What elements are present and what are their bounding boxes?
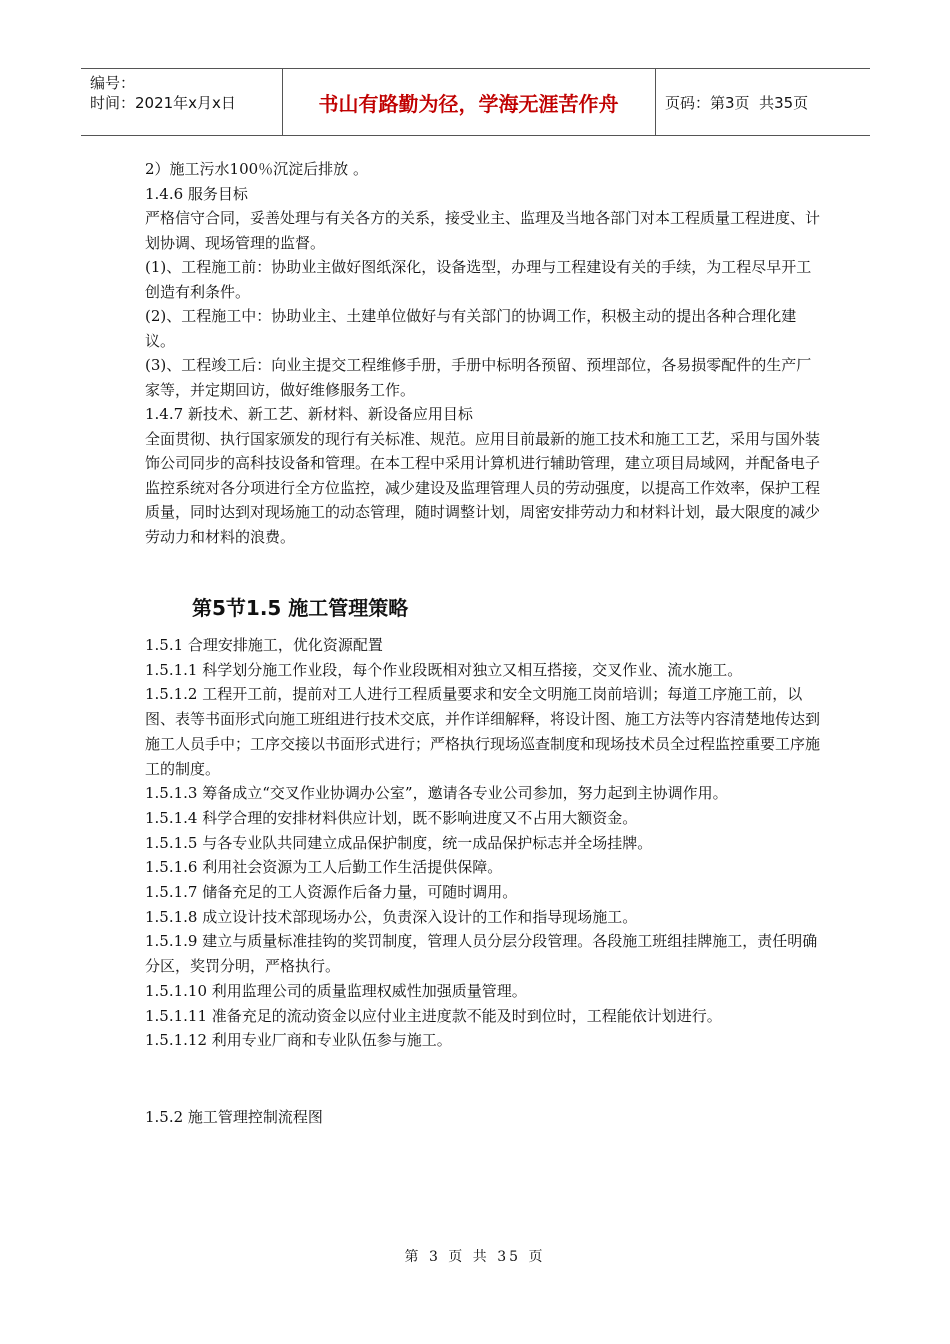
header-motto: 书山有路勤为径，学海无涯苦作舟 <box>318 91 619 116</box>
paragraph: (2)、工程施工中：协助业主、土建单位做好与有关部门的协调工作，积极主动的提出各种合理化建议。 <box>145 307 797 350</box>
header-divider <box>655 69 656 135</box>
section-heading: 第5节1.5 施工管理策略 <box>192 596 409 620</box>
subheading: 1.4.6 服务目标 <box>145 184 248 203</box>
paragraph: (3)、工程竣工后：向业主提交工程维修手册，手册中标明各预留、预埋部位，各易损零配件的生产厂家等，并定期回访，做好维修服务工作。 <box>145 356 812 399</box>
list-item: 1.5.1.3 筹备成立“交叉作业协调办公室”，邀请各专业公司参加，努力起到主协调作用。 <box>145 784 728 803</box>
paragraph: 严格信守合同，妥善处理与有关各方的关系，接受业主、监理及当地各部门对本工程质量工程进度、计划协调、现场管理的监督。 <box>145 209 821 252</box>
list-item: 1.5.1.11 准备充足的流动资金以应付业主进度款不能及时到位时，工程能依计划进行。 <box>145 1006 722 1025</box>
header-page-info: 页码：第3页 共35页 <box>665 93 809 112</box>
list-item: 1.5.1.12 利用专业厂商和专业队伍参与施工。 <box>145 1031 452 1050</box>
subheading-flowchart: 1.5.2 施工管理控制流程图 <box>145 1108 323 1126</box>
paragraph: 2）施工污水100％沉淀后排放 。 <box>145 160 368 178</box>
paragraph: (1)、工程施工前：协助业主做好图纸深化，设备选型，办理与工程建设有关的手续，为工程尽早开工创造有利条件。 <box>145 258 812 301</box>
subheading: 1.5.1 合理安排施工，优化资源配置 <box>145 636 383 654</box>
document-number-label: 编号： <box>90 74 136 92</box>
list-item: 1.5.1.10 利用监理公司的质量监理权威性加强质量管理。 <box>145 981 527 1000</box>
list-item: 1.5.1.8 成立设计技术部现场办公，负责深入设计的工作和指导现场施工。 <box>145 907 638 926</box>
page-footer: 第 3 页 共 35 页 <box>404 1249 546 1265</box>
list-item: 1.5.1.6 利用社会资源为工人后勤工作生活提供保障。 <box>145 858 503 877</box>
list-item: 1.5.1.4 科学合理的安排材料供应计划，既不影响进度又不占用大额资金。 <box>145 808 638 827</box>
body-section-1 <box>145 157 820 549</box>
document-time-label: 时间：2021年x月x日 <box>90 94 236 112</box>
header-meta <box>90 73 236 113</box>
list-item: 1.5.1.2 工程开工前，提前对工人进行工程质量要求和安全文明施工岗前培训；每道工序施工前，以图、表等书面形式向施工班组进行技术交底，并作详细解释，将设计图、施工方法等内容清楚地传达到施工人员手中；工序交接以书面形式进行；严格执行现场巡查制度和现场技术员全过程监控重要工序施工的制度。 <box>145 685 821 778</box>
list-item: 1.5.1.9 建立与质量标准挂钩的奖罚制度，管理人员分层分段管理。各段施工班组挂牌施工，责任明确分区，奖罚分明，严格执行。 <box>145 932 818 976</box>
body-section-2 <box>145 633 820 1053</box>
list-item: 1.5.1.1 科学划分施工作业段，每个作业段既相对独立又相互搭接，交叉作业、流水施工。 <box>145 660 743 679</box>
list-item: 1.5.1.7 储备充足的工人资源作后备力量，可随时调用。 <box>145 883 518 902</box>
subheading: 1.4.7 新技术、新工艺、新材料、新设备应用目标 <box>145 405 473 423</box>
paragraph: 全面贯彻、执行国家颁发的现行有关标准、规范。应用目前最新的施工技术和施工工艺，采用与国外装饰公司同步的高科技设备和管理。在本工程中采用计算机进行辅助管理，建立项目局域网，并配备电子监控系统对各分项进行全方位监控，减少建设及监理管理人员的劳动强度，以提高工作效率，保护工程质量，同时达到对现场施工的动态管理，随时调整计划，周密安排劳动力和材料计划，最大限度的减少劳动力和材料的浪费。 <box>145 429 821 546</box>
list-item: 1.5.1.5 与各专业队共同建立成品保护制度，统一成品保护标志并全场挂牌。 <box>145 833 653 852</box>
page-header <box>81 68 870 136</box>
